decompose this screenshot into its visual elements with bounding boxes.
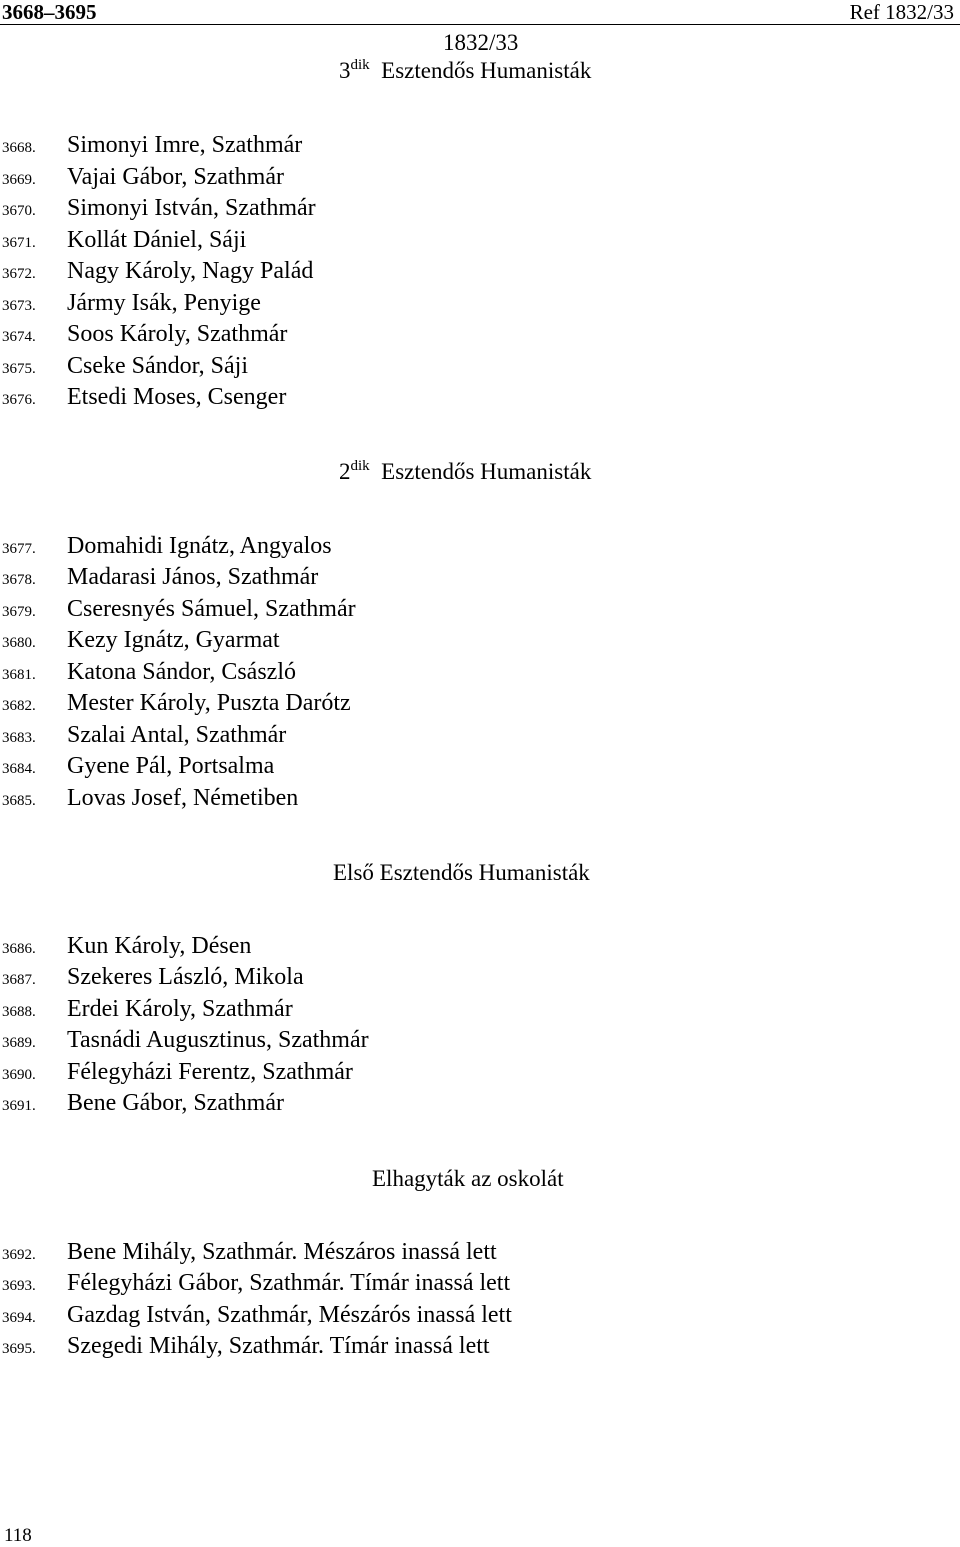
entry-name: Lovas Josef, Németiben: [67, 785, 299, 811]
entry-number: 3685.: [2, 793, 36, 809]
entry-number: 3687.: [2, 972, 36, 988]
section-title-text: Első Esztendős Humanisták: [333, 860, 590, 885]
entry-number: 3670.: [2, 203, 36, 219]
entry-name: Vajai Gábor, Szathmár: [67, 164, 284, 190]
entry-name: Simonyi Imre, Szathmár: [67, 132, 303, 158]
entry-number: 3679.: [2, 604, 36, 620]
entry-number: 3686.: [2, 941, 36, 957]
entry-number: 3683.: [2, 730, 36, 746]
entry-name: Simonyi István, Szathmár: [67, 195, 316, 221]
section-title-1st-year: [333, 860, 590, 886]
section-title-2nd-year: [339, 459, 591, 485]
reference-label: Ref 1832/33: [849, 0, 954, 24]
entry-number: 3671.: [2, 235, 36, 251]
entry-number: 3669.: [2, 172, 36, 188]
entry-name: Etsedi Moses, Csenger: [67, 384, 287, 410]
entry-name: Kun Károly, Désen: [67, 933, 252, 959]
section-title-3rd-year: [339, 58, 591, 84]
section-ordinal: 3: [339, 58, 351, 83]
entry-number: 3673.: [2, 298, 36, 314]
entry-name: Nagy Károly, Nagy Palád: [67, 258, 314, 284]
entry-number: 3688.: [2, 1004, 36, 1020]
entry-number: 3692.: [2, 1247, 36, 1263]
entry-name: Kezy Ignátz, Gyarmat: [67, 627, 280, 653]
entry-name: Bene Gábor, Szathmár: [67, 1090, 284, 1116]
entry-name: Jármy Isák, Penyige: [67, 290, 261, 316]
entry-name: Soos Károly, Szathmár: [67, 321, 288, 347]
entry-name: Cseke Sándor, Sáji: [67, 353, 249, 379]
entry-name: Kollát Dániel, Sáji: [67, 227, 247, 253]
entry-number: 3693.: [2, 1278, 36, 1294]
entry-name: Erdei Károly, Szathmár: [67, 996, 293, 1022]
entry-number: 3691.: [2, 1098, 36, 1114]
section-ordinal-suffix: dik: [350, 458, 370, 474]
page-header: [0, 0, 960, 25]
section-title-text: Esztendős Humanisták: [381, 58, 592, 83]
entry-number: 3672.: [2, 266, 36, 282]
entry-name: Katona Sándor, Császló: [67, 659, 296, 685]
entry-number: 3695.: [2, 1341, 36, 1357]
entry-number: 3680.: [2, 635, 36, 651]
page-number: 118: [4, 1525, 32, 1546]
entry-number: 3677.: [2, 541, 36, 557]
entry-number: 3684.: [2, 761, 36, 777]
section-title-text: Esztendős Humanisták: [381, 459, 592, 484]
entry-number: 3681.: [2, 667, 36, 683]
section-title-text: Elhagyták az oskolát: [372, 1166, 564, 1191]
entry-number: 3678.: [2, 572, 36, 588]
entry-number: 3675.: [2, 361, 36, 377]
section-title-left-school: [372, 1166, 564, 1192]
entry-name: Félegyházi Ferentz, Szathmár: [67, 1059, 353, 1085]
school-year: 1832/33: [443, 30, 519, 55]
entry-name: Szekeres László, Mikola: [67, 964, 304, 990]
entry-name: Szegedi Mihály, Szathmár. Tímár inassá lett: [67, 1333, 490, 1359]
entry-number: 3694.: [2, 1310, 36, 1326]
entry-name: Madarasi János, Szathmár: [67, 564, 319, 590]
entry-name: Cseresnyés Sámuel, Szathmár: [67, 596, 356, 622]
entry-name: Szalai Antal, Szathmár: [67, 722, 287, 748]
entry-name: Gazdag István, Szathmár, Mészárós inassá lett: [67, 1302, 512, 1328]
entry-number: 3689.: [2, 1035, 36, 1051]
section-ordinal-suffix: dik: [350, 57, 370, 73]
entry-number: 3668.: [2, 140, 36, 156]
entry-name: Bene Mihály, Szathmár. Mészáros inassá lett: [67, 1239, 497, 1265]
entry-name: Gyene Pál, Portsalma: [67, 753, 275, 779]
entry-number: 3690.: [2, 1067, 36, 1083]
entry-name: Tasnádi Augusztinus, Szathmár: [67, 1027, 369, 1053]
entry-number: 3682.: [2, 698, 36, 714]
entry-number: 3674.: [2, 329, 36, 345]
entry-name: Domahidi Ignátz, Angyalos: [67, 533, 332, 559]
entry-range: 3668–3695: [2, 0, 97, 24]
entry-number: 3676.: [2, 392, 36, 408]
entry-name: Félegyházi Gábor, Szathmár. Tímár inassá lett: [67, 1270, 511, 1296]
section-ordinal: 2: [339, 459, 351, 484]
entry-name: Mester Károly, Puszta Darótz: [67, 690, 351, 716]
